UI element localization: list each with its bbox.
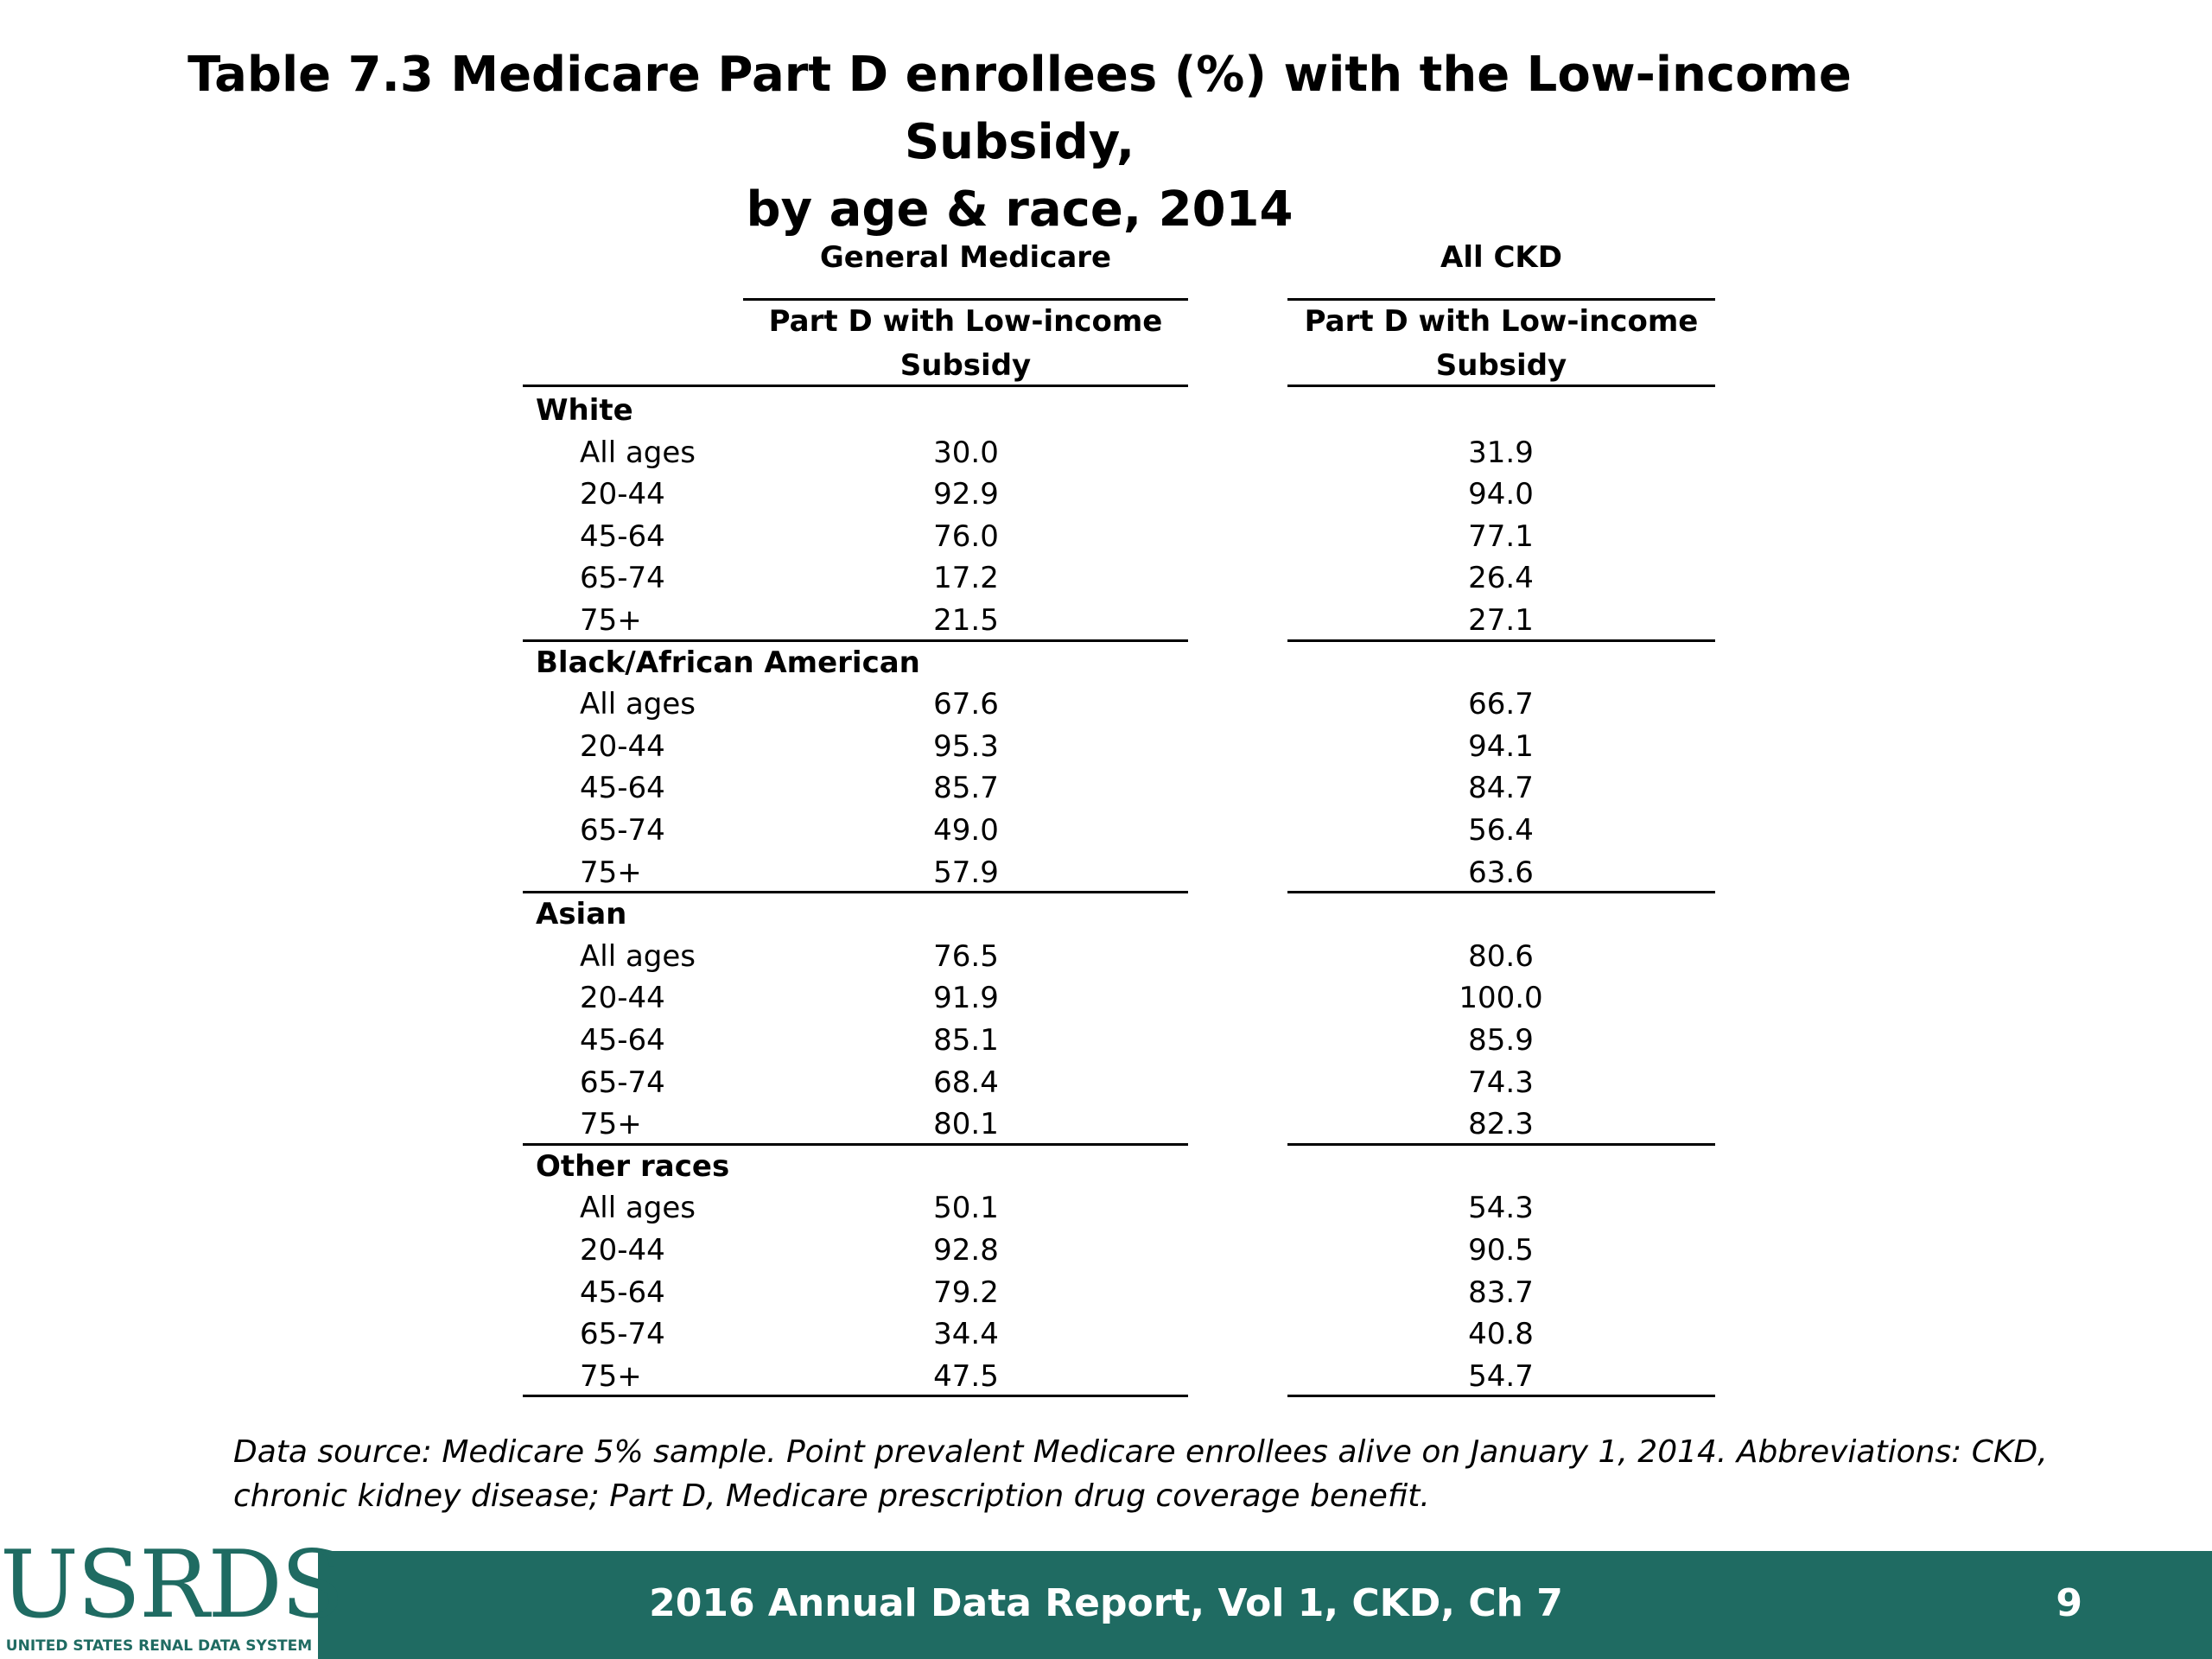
all-ckd-value: 100.0 [1459,981,1543,1016]
all-ckd-value: 54.3 [1468,1191,1534,1226]
column-group-general-medicare: General Medicare [819,240,1112,275]
all-ckd-value: 80.6 [1468,938,1534,974]
title-line-2: by age & race, 2014 [746,181,1294,238]
general-medicare-value: 49.0 [933,813,999,848]
general-medicare-value: 91.9 [933,981,999,1016]
general-medicare-value: 47.5 [933,1358,999,1394]
usrds-logo: USRDS [0,1531,343,1639]
all-ckd-value: 26.4 [1468,561,1534,596]
column-subheader-ckd-line1: Part D with Low-income [1304,304,1699,339]
slide-title [130,41,1910,244]
general-medicare-value: 76.0 [933,518,999,554]
all-ckd-value: 94.0 [1468,477,1534,512]
usrds-logo-subtitle: UNITED STATES RENAL DATA SYSTEM [5,1637,313,1655]
general-medicare-value: 92.8 [933,1233,999,1268]
age-row-label: 65-74 [580,813,665,848]
group-bottom-rule-left [523,1143,1188,1146]
age-row-label: All ages [580,1191,696,1226]
footnote-line-2: chronic kidney disease; Part D, Medicare prescription drug coverage benefit. [233,1478,1430,1514]
general-medicare-value: 95.3 [933,728,999,764]
age-row-label: 75+ [580,855,642,890]
group-bottom-rule-right [1287,639,1715,642]
age-row-label: All ages [580,938,696,974]
all-ckd-value: 74.3 [1468,1065,1534,1100]
general-medicare-value: 34.4 [933,1317,999,1352]
all-ckd-value: 54.7 [1468,1358,1534,1394]
age-row-label: All ages [580,435,696,470]
all-ckd-value: 85.9 [1468,1023,1534,1058]
header-rule-general [743,298,1188,301]
age-row-label: 65-74 [580,561,665,596]
race-group-label: Black/African American [536,645,920,680]
race-group-label: Other races [536,1148,730,1184]
all-ckd-value: 66.7 [1468,687,1534,722]
age-row-label: 20-44 [580,477,665,512]
all-ckd-value: 94.1 [1468,728,1534,764]
column-subheader-ckd-line2: Subsidy [1435,348,1567,383]
race-group-label: Asian [536,897,627,932]
all-ckd-value: 56.4 [1468,813,1534,848]
general-medicare-value: 68.4 [933,1065,999,1100]
race-group-label: White [536,393,633,428]
all-ckd-value: 27.1 [1468,603,1534,638]
general-medicare-value: 92.9 [933,477,999,512]
age-row-label: 45-64 [580,1274,665,1310]
column-group-all-ckd: All CKD [1440,240,1562,275]
general-medicare-value: 17.2 [933,561,999,596]
group-bottom-rule-right [1287,891,1715,893]
all-ckd-value: 90.5 [1468,1233,1534,1268]
all-ckd-value: 82.3 [1468,1107,1534,1142]
column-subheader-general-line1: Part D with Low-income [768,304,1163,339]
general-medicare-value: 67.6 [933,687,999,722]
footnote-line-1: Data source: Medicare 5% sample. Point prevalent Medicare enrollees alive on January 1, 2014. Abbreviations: CKD, [233,1434,2048,1470]
age-row-label: 20-44 [580,1233,665,1268]
general-medicare-value: 85.7 [933,771,999,806]
group-bottom-rule-left [523,639,1188,642]
all-ckd-value: 77.1 [1468,518,1534,554]
footer-report-title: 2016 Annual Data Report, Vol 1, CKD, Ch 7 [649,1581,1563,1625]
all-ckd-value: 40.8 [1468,1317,1534,1352]
table-header-rule-left [523,385,1188,387]
all-ckd-value: 31.9 [1468,435,1534,470]
general-medicare-value: 21.5 [933,603,999,638]
general-medicare-value: 57.9 [933,855,999,890]
title-line-1: Table 7.3 Medicare Part D enrollees (%) with the Low-income Subsidy, [188,47,1852,170]
age-row-label: 45-64 [580,518,665,554]
all-ckd-value: 84.7 [1468,771,1534,806]
column-subheader-general-line2: Subsidy [899,348,1032,383]
age-row-label: 65-74 [580,1065,665,1100]
age-row-label: 20-44 [580,728,665,764]
group-bottom-rule-left [523,891,1188,893]
group-bottom-rule-right [1287,1395,1715,1397]
general-medicare-value: 79.2 [933,1274,999,1310]
general-medicare-value: 80.1 [933,1107,999,1142]
footnote [233,1430,2048,1518]
age-row-label: 75+ [580,1358,642,1394]
group-bottom-rule-right [1287,1143,1715,1146]
general-medicare-value: 76.5 [933,938,999,974]
general-medicare-value: 30.0 [933,435,999,470]
age-row-label: All ages [580,687,696,722]
age-row-label: 75+ [580,603,642,638]
age-row-label: 20-44 [580,981,665,1016]
general-medicare-value: 50.1 [933,1191,999,1226]
group-bottom-rule-left [523,1395,1188,1397]
page-number: 9 [2056,1581,2082,1625]
age-row-label: 65-74 [580,1317,665,1352]
general-medicare-value: 85.1 [933,1023,999,1058]
age-row-label: 45-64 [580,1023,665,1058]
age-row-label: 45-64 [580,771,665,806]
all-ckd-value: 63.6 [1468,855,1534,890]
age-row-label: 75+ [580,1107,642,1142]
all-ckd-value: 83.7 [1468,1274,1534,1310]
table-header-rule-right [1287,385,1715,387]
header-rule-ckd [1287,298,1715,301]
